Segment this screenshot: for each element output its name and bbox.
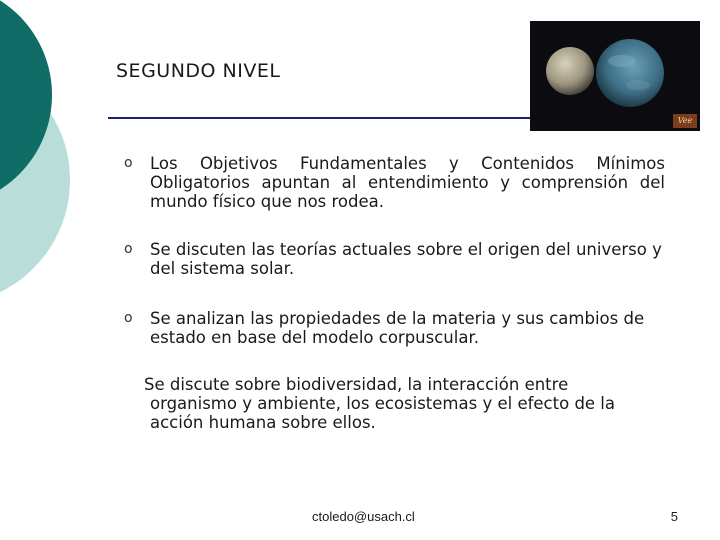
biodiversity-continuation: organismo y ambiente, los ecosistemas y el efecto de la acción humana sobre ellos. bbox=[150, 394, 616, 432]
slide-title: SEGUNDO NIVEL bbox=[116, 60, 281, 82]
bullet-text-matter: Se analizan las propiedades de la materia y sus cambios de estado en base del modelo corpuscular. bbox=[150, 309, 645, 347]
bullet-marker: o bbox=[124, 241, 133, 257]
footer-email: ctoledo@usach.cl bbox=[312, 509, 415, 524]
decorative-circles bbox=[0, 0, 120, 300]
biodiversity-first-line: Se discute sobre biodiversidad, la interacción entre bbox=[144, 375, 569, 394]
image-badge: Vee bbox=[673, 114, 697, 128]
bullet-marker: o bbox=[124, 310, 133, 326]
title-underline bbox=[108, 117, 533, 119]
biodiversity-paragraph bbox=[144, 375, 664, 432]
bullet-text-objectives: Los Objetivos Fundamentales y Contenidos Mínimos Obligatorios apuntan al entendimiento y comprensión del mundo físico que nos rodea. bbox=[150, 154, 665, 211]
page-number: 5 bbox=[670, 509, 678, 524]
planets-image bbox=[530, 21, 700, 131]
planet-shape bbox=[596, 39, 664, 107]
bullet-marker: o bbox=[124, 155, 133, 171]
moon-shape bbox=[546, 47, 594, 95]
bullet-text-universe: Se discuten las teorías actuales sobre el origen del universo y del sistema solar. bbox=[150, 240, 662, 278]
